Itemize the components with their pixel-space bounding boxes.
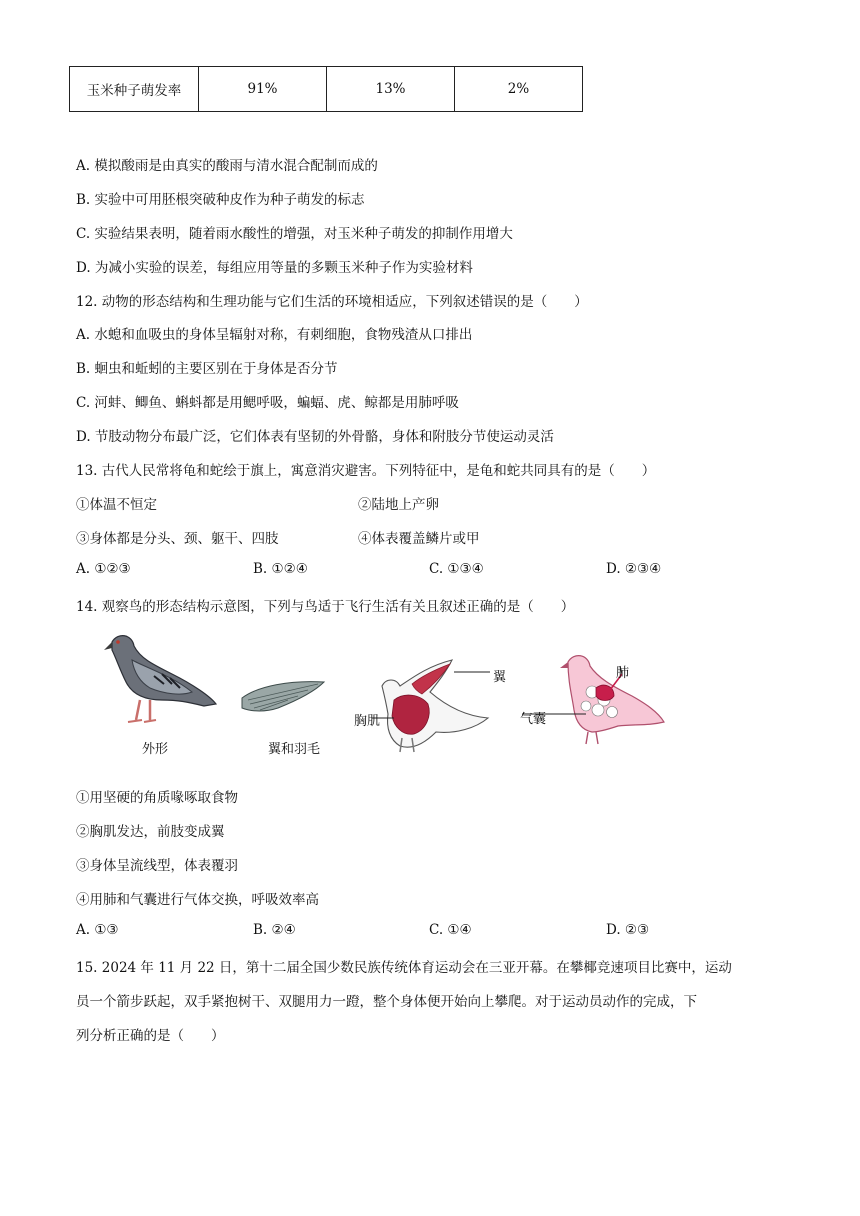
- q14-choice-b: B. ②④: [253, 922, 296, 938]
- q13-item-4: ④体表覆盖鳞片或甲: [358, 531, 480, 547]
- q11-option-d: D. 为减小实验的误差，每组应用等量的多颗玉米种子作为实验材料: [76, 260, 473, 276]
- q13-choice-a: A. ①②③: [76, 561, 131, 577]
- label-lung: 肺: [616, 666, 630, 681]
- q14-item-4: ④用肺和气囊进行气体交换，呼吸效率高: [76, 892, 319, 908]
- q14-choice-c: C. ①④: [429, 922, 472, 938]
- q12-option-a: A. 水螅和血吸虫的身体呈辐射对称，有刺细胞，食物残渣从口排出: [76, 327, 473, 343]
- q11-option-c: C. 实验结果表明，随着雨水酸性的增强，对玉米种子萌发的抑制作用增大: [76, 226, 513, 242]
- q15-stem-line-1: 15. 2024 年 11 月 22 日，第十二届全国少数民族传统体育运动会在三亚开幕。在攀椰竞速项目比赛中，运动: [76, 960, 732, 976]
- table-row-label: 玉米种子萌发率: [70, 67, 199, 112]
- q11-option-a: A. 模拟酸雨是由真实的酸雨与清水混合配制而成的: [76, 158, 378, 174]
- q15-stem-line-3: 列分析正确的是（ ）: [76, 1028, 225, 1044]
- q13-stem: 13. 古代人民常将龟和蛇绘于旗上，寓意消灾避害。下列特征中，是龟和蛇共同具有的是（ ）: [76, 463, 656, 479]
- q12-option-b: B. 蛔虫和蚯蚓的主要区别在于身体是否分节: [76, 361, 338, 377]
- pigeon-illustration: [92, 630, 222, 730]
- q13-item-2: ②陆地上产卵: [358, 497, 439, 513]
- table-cell: 91%: [199, 67, 327, 112]
- q12-option-c: C. 河蚌、鲫鱼、蝌蚪都是用鳃呼吸，蝙蝠、虎、鲸都是用肺呼吸: [76, 395, 459, 411]
- q14-stem: 14. 观察鸟的形态结构示意图，下列与鸟适于飞行生活有关且叙述正确的是（ ）: [76, 599, 575, 615]
- q14-item-2: ②胸肌发达，前肢变成翼: [76, 824, 225, 840]
- q14-item-1: ①用坚硬的角质喙啄取食物: [76, 790, 238, 806]
- q11-option-b: B. 实验中可用胚根突破种皮作为种子萌发的标志: [76, 192, 365, 208]
- caption-wing-feathers: 翼和羽毛: [268, 742, 321, 757]
- q13-choice-b: B. ①②④: [253, 561, 308, 577]
- q14-item-3: ③身体呈流线型，体表覆羽: [76, 858, 238, 874]
- label-wing: 翼: [493, 670, 507, 685]
- label-air-sac: 气囊: [520, 712, 547, 727]
- q13-choice-c: C. ①③④: [429, 561, 484, 577]
- table-cell: 2%: [455, 67, 583, 112]
- wing-feathers-illustration: [238, 678, 328, 716]
- germination-rate-table: [69, 66, 583, 112]
- q13-item-1: ①体温不恒定: [76, 497, 157, 513]
- q12-option-d: D. 节肢动物分布最广泛，它们体表有坚韧的外骨骼，身体和附肢分节使运动灵活: [76, 429, 554, 445]
- q15-stem-line-2: 员一个箭步跃起，双手紧抱树干、双腿用力一蹬，整个身体便开始向上攀爬。对于运动员动作的完成，下: [76, 994, 697, 1010]
- q13-choice-d: D. ②③④: [606, 561, 662, 577]
- q14-choice-d: D. ②③: [606, 922, 650, 938]
- caption-appearance: 外形: [142, 742, 169, 757]
- q13-item-3: ③身体都是分头、颈、躯干、四肢: [76, 531, 279, 547]
- pectoral-muscle-diagram: [372, 656, 492, 756]
- label-pectoral-muscle: 胸肌: [354, 714, 381, 729]
- air-sac-diagram: [548, 652, 668, 748]
- q14-choice-a: A. ①③: [76, 922, 119, 938]
- q12-stem: 12. 动物的形态结构和生理功能与它们生活的环境相适应，下列叙述错误的是（ ）: [76, 294, 588, 310]
- table-row: [70, 67, 583, 112]
- table-cell: 13%: [327, 67, 455, 112]
